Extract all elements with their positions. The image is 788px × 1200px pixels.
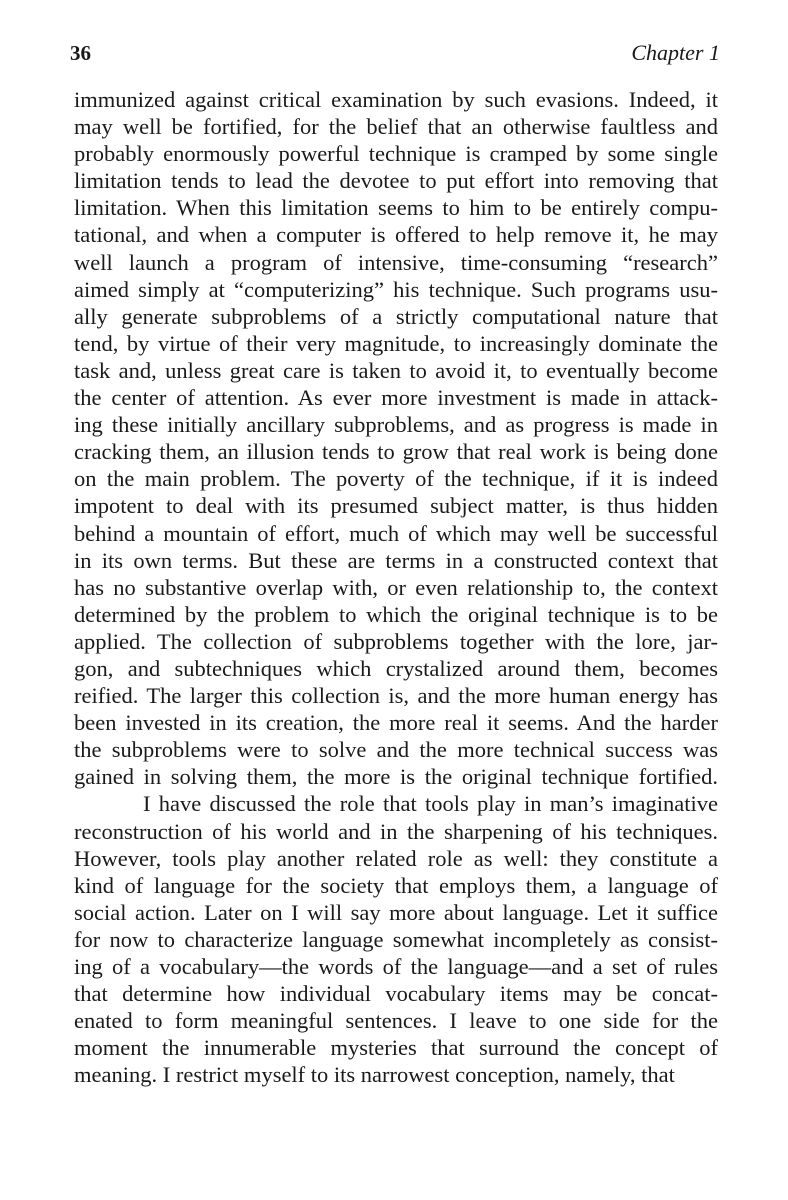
paragraph: [74, 86, 718, 790]
text-line: the center of attention. As ever more investment is made in attack-: [74, 385, 718, 411]
text-line: ally generate subproblems of a strictly computational nature that: [74, 303, 718, 329]
text-line: behind a mountain of effort, much of which may well be successful: [74, 520, 718, 546]
text-line: been invested in its creation, the more real it seems. And the harder: [74, 710, 718, 736]
text-line: tational, and when a computer is offered to help remove it, he may: [74, 222, 718, 248]
paragraph: [74, 790, 718, 1088]
text-line: gon, and subtechniques which crystalized around them, becomes: [74, 655, 718, 681]
text-line: social action. Later on I will say more about language. Let it suffice: [74, 899, 718, 925]
page-number: 36: [70, 41, 91, 65]
text-line: tend, by virtue of their very magnitude, to increasingly dominate the: [74, 330, 718, 356]
text-line: task and, unless great care is taken to avoid it, to eventually become: [74, 357, 718, 383]
text-line: gained in solving them, the more is the original technique fortified.: [74, 764, 718, 790]
text-line: immunized against critical examination by such evasions. Indeed, it: [74, 87, 718, 112]
text-line: kind of language for the society that employs them, a language of: [74, 872, 718, 898]
running-head: Chapter 1: [631, 40, 720, 65]
page-header: [70, 40, 720, 76]
text-line: ing these initially ancillary subproblems, and as progress is made in: [74, 412, 718, 438]
text-line: for now to characterize language somewhat incompletely as consist-: [74, 926, 718, 952]
text-line: determined by the problem to which the original technique is to be: [74, 601, 718, 627]
text-line: well launch a program of intensive, time-consuming “research”: [74, 249, 718, 275]
text-line: that determine how individual vocabulary items may be concat-: [74, 981, 718, 1007]
text-line: However, tools play another related role as well: they constitute a: [74, 845, 718, 871]
text-line: in its own terms. But these are terms in a constructed context that: [74, 547, 718, 573]
text-line: the subproblems were to solve and the more technical success was: [74, 737, 718, 763]
text-line: moment the innumerable mysteries that surround the concept of: [74, 1035, 718, 1061]
text-line: limitation. When this limitation seems to him to be entirely compu-: [74, 195, 718, 221]
text-line: I have discussed the role that tools play in man’s imaginative: [143, 791, 718, 817]
text-line: impotent to deal with its presumed subject matter, is thus hidden: [74, 493, 718, 519]
body-text: [74, 86, 718, 1088]
text-line: reconstruction of his world and in the sharpening of his techniques.: [74, 818, 718, 844]
text-line: has no substantive overlap with, or even relationship to, the context: [74, 574, 718, 600]
text-line: reified. The larger this collection is, and the more human energy has: [74, 683, 718, 709]
text-line: applied. The collection of subproblems together with the lore, jar-: [74, 628, 718, 654]
text-line: cracking them, an illusion tends to grow that real work is being done: [74, 439, 718, 465]
text-line: aimed simply at “computerizing” his technique. Such programs usu-: [74, 276, 718, 302]
text-line: ing of a vocabulary—the words of the language—and a set of rules: [74, 954, 718, 979]
text-line: on the main problem. The poverty of the technique, if it is indeed: [74, 466, 718, 492]
text-line: probably enormously powerful technique is cramped by some single: [74, 141, 718, 167]
text-line: may well be fortified, for the belief that an otherwise faultless and: [74, 114, 718, 140]
text-line: limitation tends to lead the devotee to put effort into removing that: [74, 168, 718, 194]
text-line: enated to form meaningful sentences. I leave to one side for the: [74, 1008, 718, 1034]
text-line: meaning. I restrict myself to its narrowest conception, namely, that: [74, 1062, 675, 1088]
